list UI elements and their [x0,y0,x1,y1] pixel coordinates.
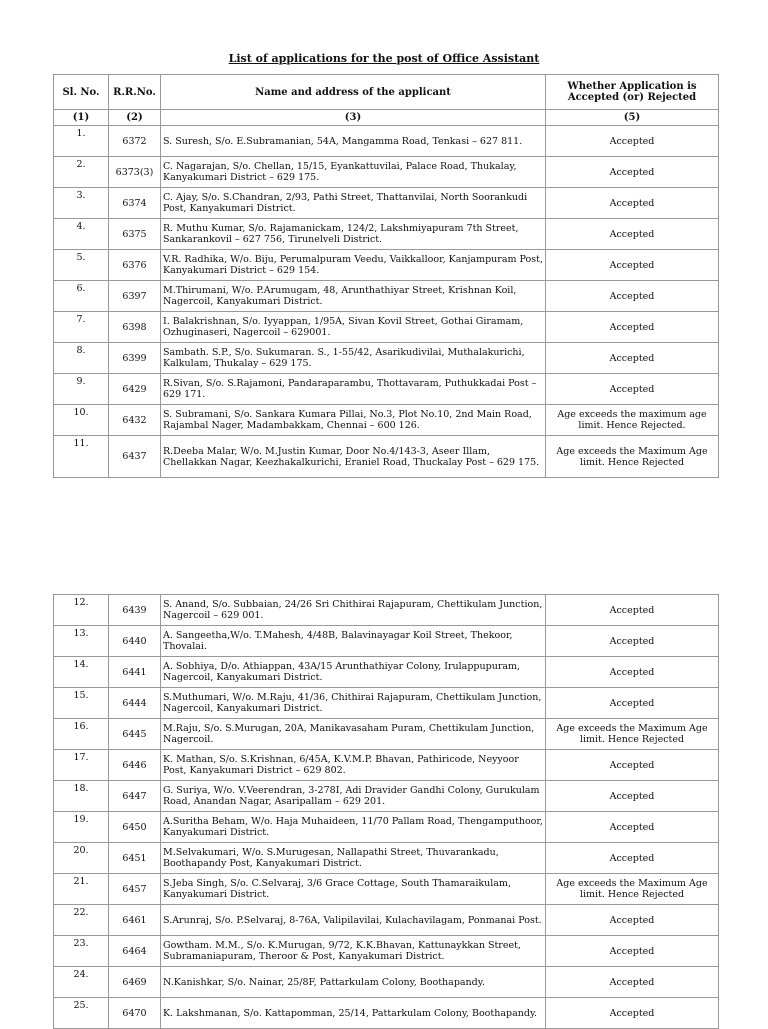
applicant-cell: N.Kanishkar, S/o. Nainar, 25/8F, Pattarkulam Colony, Boothapandy. [161,967,546,998]
sl-no-cell: 17. [54,750,109,781]
applicant-cell: G. Suriya, W/o. V.Veerendran, 3-278I, Adi Dravider Gandhi Colony, Gurukulam Road, Anandan Nagar, Asaripallam – 629 201. [161,781,546,812]
col-number: (5) [546,110,719,126]
applicant-cell: A. Sangeetha,W/o. T.Mahesh, 4/48B, Balavinayagar Koil Street, Thekoor, Thovalai. [161,626,546,657]
table-row [54,343,719,374]
applicant-cell: R.Deeba Malar, W/o. M.Justin Kumar, Door No.4/143-3, Aseer Illam, Chellakkan Nagar, Keezhakalkurichi, Eraniel Road, Thuckalay Post – 629 175. [161,436,546,478]
applicant-cell: V.R. Radhika, W/o. Biju, Perumalpuram Veedu, Vaikkalloor, Kanjampuram Post, Kanyakumari District – 629 154. [161,250,546,281]
rr-no-cell: 6373(3) [109,157,161,188]
sl-no-cell: 5. [54,250,109,281]
rr-no-cell: 6399 [109,343,161,374]
applicant-cell: S. Subramani, S/o. Sankara Kumara Pillai, No.3, Plot No.10, 2nd Main Road, Rajambal Nager, Madambakkam, Chennai – 600 126. [161,405,546,436]
sl-no-cell: 16. [54,719,109,750]
applicant-cell: C. Nagarajan, S/o. Chellan, 15/15, Eyankattuvilai, Palace Road, Thukalay, Kanyakumari District – 629 175. [161,157,546,188]
header-rr-no: R.R.No. [109,75,161,110]
rr-no-cell: 6447 [109,781,161,812]
table-row [54,281,719,312]
applicant-cell: A. Sobhiya, D/o. Athiappan, 43A/15 Arunthathiyar Colony, Irulappupuram, Nagercoil, Kanyakumari District. [161,657,546,688]
table-row [54,967,719,998]
rr-no-cell: 6446 [109,750,161,781]
sl-no-cell: 15. [54,688,109,719]
sl-no-cell: 22. [54,905,109,936]
sl-no-cell: 10. [54,405,109,436]
table-row [54,405,719,436]
rr-no-cell: 6470 [109,998,161,1029]
table-row [54,626,719,657]
status-cell: Accepted [546,626,719,657]
sl-no-cell: 2. [54,157,109,188]
rr-no-cell: 6429 [109,374,161,405]
rr-no-cell: 6398 [109,312,161,343]
applicant-cell: S.Jeba Singh, S/o. C.Selvaraj, 3/6 Grace Cottage, South Thamaraikulam, Kanyakumari District. [161,874,546,905]
table-row [54,157,719,188]
status-cell: Accepted [546,967,719,998]
header-sl-no: Sl. No. [54,75,109,110]
rr-no-cell: 6437 [109,436,161,478]
rr-no-cell: 6372 [109,126,161,157]
table-row [54,936,719,967]
rr-no-cell: 6374 [109,188,161,219]
applicant-cell: R. Muthu Kumar, S/o. Rajamanickam, 124/2, Lakshmiyapuram 7th Street, Sankarankovil – 627 756, Tirunelveli District. [161,219,546,250]
table-row [54,657,719,688]
status-cell: Accepted [546,250,719,281]
status-cell: Accepted [546,657,719,688]
col-number: (2) [109,110,161,126]
table-row [54,781,719,812]
sl-no-cell: 14. [54,657,109,688]
rr-no-cell: 6432 [109,405,161,436]
status-cell: Accepted [546,219,719,250]
table-row [54,750,719,781]
applicant-cell: S.Muthumari, W/o. M.Raju, 41/36, Chithirai Rajapuram, Chettikulam Junction, Nagercoil, Kanyakumari District. [161,688,546,719]
sl-no-cell: 8. [54,343,109,374]
sl-no-cell: 3. [54,188,109,219]
status-cell: Age exceeds the Maximum Age limit. Hence Rejected [546,436,719,478]
rr-no-cell: 6439 [109,595,161,626]
sl-no-cell: 25. [54,998,109,1029]
rr-no-cell: 6397 [109,281,161,312]
table-row [54,374,719,405]
status-cell: Age exceeds the Maximum Age limit. Hence Rejected [546,874,719,905]
sl-no-cell: 7. [54,312,109,343]
applications-table-page2 [53,594,719,1029]
table-row [54,436,719,478]
table-row [54,312,719,343]
table-row [54,688,719,719]
rr-no-cell: 6469 [109,967,161,998]
header-status: Whether Application is Accepted (or) Rejected [546,75,719,110]
rr-no-cell: 6461 [109,905,161,936]
sl-no-cell: 11. [54,436,109,478]
table-row [54,250,719,281]
status-cell: Age exceeds the Maximum Age limit. Hence Rejected [546,719,719,750]
status-cell: Accepted [546,781,719,812]
sl-no-cell: 19. [54,812,109,843]
status-cell: Accepted [546,905,719,936]
applicant-cell: K. Mathan, S/o. S.Krishnan, 6/45A, K.V.M.P. Bhavan, Pathiricode, Neyyoor Post, Kanyakumari District – 629 802. [161,750,546,781]
status-cell: Accepted [546,312,719,343]
rr-no-cell: 6375 [109,219,161,250]
sl-no-cell: 24. [54,967,109,998]
table-row [54,595,719,626]
sl-no-cell: 12. [54,595,109,626]
sl-no-cell: 18. [54,781,109,812]
rr-no-cell: 6376 [109,250,161,281]
table-row [54,874,719,905]
table-row [54,905,719,936]
applicant-cell: K. Lakshmanan, S/o. Kattapomman, 25/14, Pattarkulam Colony, Boothapandy. [161,998,546,1029]
col-number: (3) [161,110,546,126]
applicant-cell: S. Anand, S/o. Subbaian, 24/26 Sri Chithirai Rajapuram, Chettikulam Junction, Nagercoil – 629 001. [161,595,546,626]
sl-no-cell: 20. [54,843,109,874]
sl-no-cell: 13. [54,626,109,657]
applicant-cell: M.Selvakumari, W/o. S.Murugesan, Nallapathi Street, Thuvarankadu, Boothapandy Post, Kanyakumari District. [161,843,546,874]
applicant-cell: A.Suritha Beham, W/o. Haja Muhaideen, 11/70 Pallam Road, Thengamputhoor, Kanyakumari District. [161,812,546,843]
sl-no-cell: 21. [54,874,109,905]
applicant-cell: S. Suresh, S/o. E.Subramanian, 54A, Mangamma Road, Tenkasi – 627 811. [161,126,546,157]
applications-table-page1 [53,74,719,478]
status-cell: Accepted [546,188,719,219]
status-cell: Accepted [546,936,719,967]
page-title: List of applications for the post of Office Assistant [228,52,540,65]
status-cell: Accepted [546,281,719,312]
status-cell: Age exceeds the maximum age limit. Hence Rejected. [546,405,719,436]
table-row [54,219,719,250]
status-cell: Accepted [546,595,719,626]
rr-no-cell: 6441 [109,657,161,688]
sl-no-cell: 23. [54,936,109,967]
sl-no-cell: 1. [54,126,109,157]
table-row [54,719,719,750]
rr-no-cell: 6451 [109,843,161,874]
applicant-cell: Gowtham. M.M., S/o. K.Murugan, 9/72, K.K.Bhavan, Kattunaykkan Street, Subramaniapuram, Theroor & Post, Kanyakumari District. [161,936,546,967]
rr-no-cell: 6450 [109,812,161,843]
status-cell: Accepted [546,998,719,1029]
applicant-cell: S.Arunraj, S/o. P.Selvaraj, 8-76A, Valipilavilai, Kulachavilagam, Ponmanai Post. [161,905,546,936]
status-cell: Accepted [546,343,719,374]
table-row [54,843,719,874]
table-row [54,188,719,219]
rr-no-cell: 6464 [109,936,161,967]
sl-no-cell: 9. [54,374,109,405]
applicant-cell: I. Balakrishnan, S/o. Iyyappan, 1/95A, Sivan Kovil Street, Gothai Giramam, Ozhuginaseri, Nagercoil – 629001. [161,312,546,343]
col-number: (1) [54,110,109,126]
sl-no-cell: 6. [54,281,109,312]
rr-no-cell: 6445 [109,719,161,750]
status-cell: Accepted [546,812,719,843]
status-cell: Accepted [546,126,719,157]
applicant-cell: Sambath. S.P., S/o. Sukumaran. S., 1-55/42, Asarikudivilai, Muthalakurichi, Kalkulam, Thukalay – 629 175. [161,343,546,374]
table-row [54,812,719,843]
status-cell: Accepted [546,750,719,781]
applicant-cell: C. Ajay, S/o. S.Chandran, 2/93, Pathi Street, Thattanvilai, North Soorankudi Post, Kanyakumari District. [161,188,546,219]
applicant-cell: R.Sivan, S/o. S.Rajamoni, Pandaraparambu, Thottavaram, Puthukkadai Post – 629 171. [161,374,546,405]
status-cell: Accepted [546,843,719,874]
rr-no-cell: 6440 [109,626,161,657]
status-cell: Accepted [546,688,719,719]
status-cell: Accepted [546,374,719,405]
header-name-address: Name and address of the applicant [161,75,546,110]
table-row [54,126,719,157]
applicant-cell: M.Raju, S/o. S.Murugan, 20A, Manikavasaham Puram, Chettikulam Junction, Nagercoil. [161,719,546,750]
sl-no-cell: 4. [54,219,109,250]
status-cell: Accepted [546,157,719,188]
rr-no-cell: 6444 [109,688,161,719]
applicant-cell: M.Thirumani, W/o. P.Arumugam, 48, Arunthathiyar Street, Krishnan Koil, Nagercoil, Kanyakumari District. [161,281,546,312]
rr-no-cell: 6457 [109,874,161,905]
